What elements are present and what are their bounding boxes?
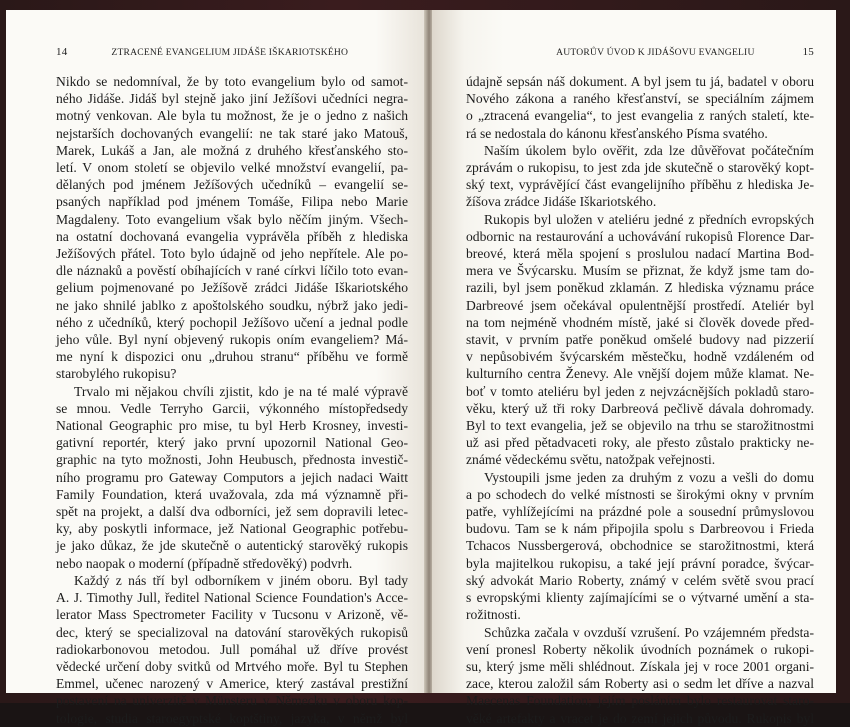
text-line: razili, byl jsem poněkud zklamán. Z hlediska významu práce [466, 280, 814, 296]
text-line: dělaných pod jménem Ježíšových učedníků – evangelií se- [56, 177, 408, 193]
text-line: Nikdo se nedomníval, že by toto evangelium bylo od samot- [56, 74, 408, 89]
left-page-header [56, 46, 408, 60]
text-line: nejstarších dochovaných evangelií: ne tak staré jako Matouš, [56, 125, 408, 141]
right-page-body-text [466, 73, 814, 727]
text-line: Každý z nás tří byl odborníkem v jiném oboru. Byl tady [74, 572, 408, 588]
text-line: budovu. Tam se k nám připojila spolu s Darbreovou i Frieda [466, 521, 814, 537]
text-line: vědecké určení doby svitků od Mrtvého moře. Byl tu Stephen [56, 658, 408, 674]
text-line: breové, která měla spojení s proslulou nadací Martina Bod- [466, 246, 814, 262]
right-page [432, 10, 836, 726]
left-page-body-text [56, 73, 408, 727]
text-line: psaných například pod jménem Tomáše, Filipa nebo Marie [56, 194, 408, 210]
text-line: National Geographic pro mise, tu byl Herb Krosney, investi- [56, 418, 408, 434]
text-line: Marek, Lukáš a Jan, ale možná z druhého křesťanského sto- [56, 142, 408, 158]
text-line: zace, kterou založil sám Roberty asi o sedm let dříve a nazval [466, 676, 814, 692]
text-line: Byl to text evangelia, jež se objevilo na trhu se starožitnostmi [466, 418, 814, 434]
text-line: byla majitelkou rukopisu, a také její právní poradce, švýcar- [466, 555, 814, 571]
text-line: postavení na univerzitě v Münsteru v Německu v oboru kop- [56, 693, 408, 709]
left-page [6, 10, 426, 726]
text-line: stavit, v prvním patře poněkud omšelé budovy nad pizzerií [466, 332, 814, 348]
text-line: už asi před pětadvaceti roky, ale přesto zůstalo prakticky ne- [466, 435, 814, 451]
text-line: Ježíšových přátel. Toto bylo údajně od jeho nepřítele. Ale po- [56, 246, 408, 262]
text-line: Schůzka začala v ovzduší vzrušení. Po vzájemném předsta- [484, 624, 814, 640]
text-line: odbornic na restaurování a uchovávání rukopisů Florence Dar- [466, 228, 814, 244]
text-line: nebo naopak o moderní (případně středověký) podvrh. [56, 555, 353, 571]
running-head: ZTRACENÉ EVANGELIUM JIDÁŠE IŠKARIOTSKÉHO [111, 47, 349, 58]
text-line: je jako důkaz, že jde skutečně o autentický starověký rukopis [56, 538, 408, 554]
text-line: graphic na tyto možnosti, John Heubusch, přednosta investič- [56, 452, 408, 468]
text-line: dle náznaků a pověstí obíhajících v rané církvi líčilo toto evan- [56, 263, 408, 279]
text-line: věku, který už tři roky Darbreová pečlivě dávala dohromady. [466, 400, 814, 416]
text-line: mera ve Švýcarsku. Musím se přiznat, že když jsme tam do- [466, 263, 814, 279]
text-line: starobylého rukopisu? [56, 366, 177, 382]
text-line: vení pronesl Roberty několik úvodních poznámek o rukopi- [466, 641, 814, 657]
text-line: věké artefakty a vracet je do zemí jejich původu. Rukopis byl [466, 710, 814, 726]
text-line: motný venkovan. Ale byla tu možnost, že je o jedno z našich [56, 108, 408, 124]
text-line: me nyní k dispozici onu „druhou stranu“ příběhu ve formě [56, 349, 408, 365]
text-line: Naším úkolem bylo ověřit, zda lze důvěřovat počátečním [484, 142, 814, 158]
text-line: Trvalo mi nějakou chvíli zjistit, kdo je na té malé výpravě [74, 383, 408, 399]
text-line: A. J. Timothy Jull, ředitel National Science Foundation's Acce- [56, 590, 408, 606]
text-line: Maecenas Foundation; jejím posláním bylo restaurovat staro- [466, 693, 814, 709]
text-line: rožitnosti. [466, 607, 521, 623]
text-line: Rukopis byl uložen v ateliéru jedné z předních evropských [484, 211, 814, 227]
text-line: letí. V onom století se objevilo velké množství evangelií, pa- [56, 160, 408, 176]
text-line: rá se nedostala do kánonu křesťanského Písma svatého. [466, 125, 768, 141]
text-line: ného Jidáše. Jidáš byl stejně jako jiní Ježíšovi učedníci negra- [56, 91, 408, 107]
text-line: o „ztracená evangelia“, to jest evangelia z raných staletí, kte- [466, 108, 814, 124]
text-line: patře, vyhlížejícími na prázdné pole a sousední průmyslovou [466, 504, 814, 520]
text-line: v nepůsobivém švýcarském městečku, hodně vzdáleném od [466, 349, 814, 365]
text-line: známé vědeckému světu, natožpak veřejnosti. [466, 452, 716, 468]
text-line: gativní reportér, který jako první upozornil National Geo- [56, 435, 408, 451]
text-line: jeho vůle. Byl nyní objevený rukopis oním evangeliem? Má- [56, 332, 408, 348]
running-head: AUTORŮV ÚVOD K JIDÁŠOVU EVANGELIU [556, 47, 755, 58]
text-line: ky, aby poskytli informace, jež National Geographic potřebu- [56, 521, 408, 537]
page-number: 14 [56, 46, 68, 58]
text-line: kulturního centra Ženevy. Ale vnější dojem může klamat. Ne- [466, 366, 814, 382]
text-line: Family Foundation, která uvažovala, zda má významně při- [56, 486, 408, 502]
text-line: údajně sepsán náš dokument. A byl jsem tu já, badatel v oboru [466, 74, 814, 89]
text-line: a po schodech do velké místnosti se širokými okny v prvním [466, 486, 814, 502]
text-line: Emmel, učenec narozený v Americe, který zastával prestižní [56, 676, 408, 692]
text-line: ne jako shnilé jablko z apoštolského soudku, nýbrž jako jedi- [56, 297, 408, 313]
text-line: spět na projekt, a další dva odborníci, jež sem dopravili letec- [56, 504, 408, 520]
text-line: boť v tomto ateliéru byl jeden z nejvzácnějších pokladů staro- [466, 383, 814, 399]
text-line: Magdaleny. Toto evangelium však bylo něčím jiným. Všech- [56, 211, 408, 227]
text-line: zprávám o rukopisu, to jest zda jde skutečně o starověký kopt- [466, 160, 814, 176]
text-line: lerator Mass Spectrometer Facility v Tucsonu v Arizoně, vě- [56, 607, 408, 623]
text-line: na tom nejméně vhodném místě, jaké si člověk dovede před- [466, 314, 814, 330]
text-line: Nového zákona a raného křesťanství, se speciálním zájmem [466, 91, 814, 107]
text-line: žíšova zrádce Jidáše Iškariotského. [466, 194, 657, 210]
text-line: ský text, vyprávějící část evangelijního příběhu z hlediska Je- [466, 177, 814, 193]
text-line: tologie, studia staroegyptské koptštiny, jazyka, v němž byl [56, 710, 408, 726]
right-page-header [466, 46, 814, 60]
text-line: Vystoupili jsme jeden za druhým z vozu a vešli do domu [484, 469, 814, 485]
text-line: ného z učedníků, který pochopil Ježíšovo učení a jednal podle [56, 314, 408, 330]
text-line: na ostatní dochovaná evangelia vyprávěla příběh z hlediska [56, 228, 408, 244]
text-line: Tchacos Nussbergerová, obchodnice se starožitnostmi, která [466, 538, 814, 554]
text-line: s evropskými klienty zajímajícími se o výtvarné umění a sta- [466, 590, 814, 606]
text-line: se mnou. Vedle Terryho Garcii, výkonného místopředsedy [56, 400, 408, 416]
text-line: Darbreové jsem očekával opulentnější prostředí. Ateliér byl [466, 297, 814, 313]
text-line: gelium pojmenované po Ježíšově zrádci Jidáše Iškariotského [56, 280, 408, 296]
text-line: radiokarbonovou metodou. Jull pomáhal už dříve provést [56, 641, 408, 657]
text-line: ský advokát Mario Roberty, známý v celém světě svou prací [466, 572, 814, 588]
text-line: ního programu pro Gateway Computors a jejich nadaci Waitt [56, 469, 408, 485]
page-number: 15 [802, 46, 814, 58]
text-line: su, který jsme měli shlédnout. Získala jej v roce 2001 organi- [466, 658, 814, 674]
text-line: dec, který se specializoval na datování starověkých rukopisů [56, 624, 408, 640]
